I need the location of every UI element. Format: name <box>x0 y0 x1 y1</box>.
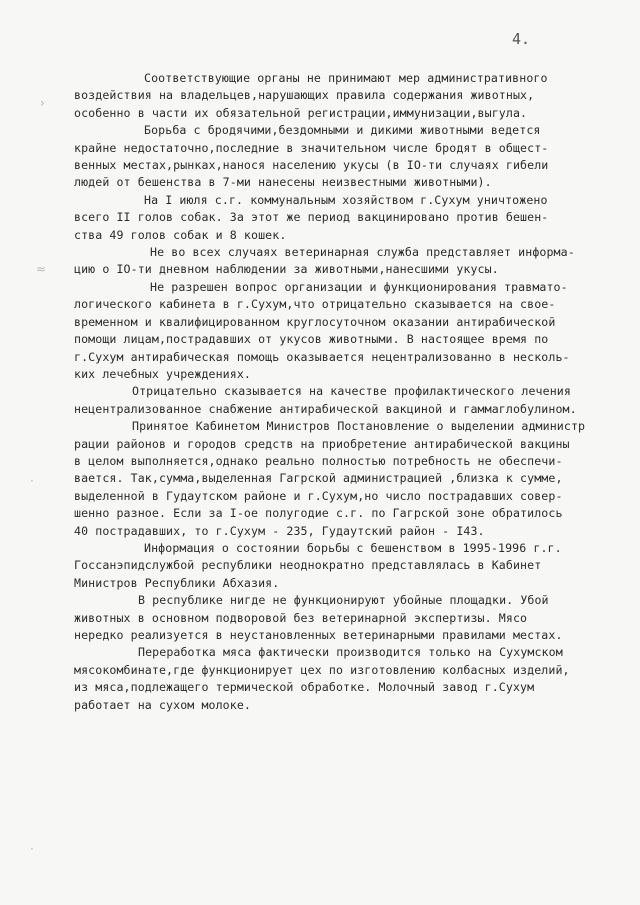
text-line: Борьба с бродячими,бездомными и дикими животными ведется <box>144 123 541 138</box>
paragraph <box>74 418 630 540</box>
text-line: 40 пострадавших, то г.Сухум - 235, Гудаутский район - I43. <box>74 523 485 538</box>
text-line: Не во всех случаях ветеринарная служба представляет информа- <box>150 245 575 260</box>
text-line: Переработка мяса фактически производится только на Сухумском <box>138 645 563 660</box>
text-line: выделенной в Гудаутском районе и г.Сухум,но число пострадавших совер- <box>74 488 563 503</box>
text-line: венных местах,рынках,нанося населению укусы (в IO-ти случаях гибели <box>74 158 549 173</box>
margin-mark: ≈ <box>36 262 47 276</box>
text-line: Отрицательно сказывается на качестве профилактического лечения <box>132 384 571 399</box>
text-line: крайне недостаточно,последние в значительном числе бродят в общест- <box>74 140 549 155</box>
text-line: временном и квалифицированном круглосуточном оказании антирабической <box>74 314 556 329</box>
margin-mark: › <box>40 96 45 110</box>
paragraph <box>74 383 630 418</box>
paragraph <box>74 540 630 592</box>
text-line: Министров Республики Абхазия. <box>74 575 280 590</box>
text-line: На I июля с.г. коммунальным хозяйством г.Сухум уничтожено <box>144 192 548 207</box>
paragraph <box>74 592 630 644</box>
text-line: шенно разное. Если за I-ое полугодие с.г. по Гагрской зоне обратилось <box>74 506 563 521</box>
margin-mark: · <box>30 842 34 856</box>
text-line: Принятое Кабинетом Министров Постановление о выделении администр <box>132 419 586 434</box>
text-line: логического кабинета в г.Сухум,что отрицательно сказывается на свое- <box>74 297 556 312</box>
text-line: Информация о состоянии борьбы с бешенством в 1995-1996 г.г. <box>144 540 562 555</box>
text-line: из мяса,подлежащего термической обработке. Молочный завод г.Сухум <box>74 680 535 695</box>
text-line: ства 49 голов собак и 8 кошек. <box>74 227 287 242</box>
text-line: вается. Так,сумма,выделенная Гагрской администрацией ,близка к сумме, <box>74 471 563 486</box>
text-line: помощи лицам,пострадавших от укусов животными. В настоящее время по <box>74 332 549 347</box>
text-line: Госсанэпидслужбой республики неоднократно представлялась в Кабинет <box>74 558 542 573</box>
text-line: цию о IO-ти дневном наблюдении за животными,нанесшими укусы. <box>74 262 499 277</box>
paragraph <box>74 70 630 122</box>
text-line: воздействия на владельцев,нарушающих правила содержания животных, <box>74 88 535 103</box>
document-body <box>74 70 630 714</box>
text-line: нередко реализуется в неустановленных ветеринарными правилами местах. <box>74 628 563 642</box>
text-line: Не разрешен вопрос организации и функционирования травмато- <box>150 279 568 294</box>
text-line: В республике нигде не функционируют убойные площадки. Убой <box>138 593 549 608</box>
text-line: Соответствующие органы не принимают мер административного <box>144 71 548 85</box>
text-line: всего II голов собак. За этот же период вакцинировано против бешен- <box>74 210 549 225</box>
paragraph <box>74 279 630 383</box>
text-line: работает на сухом молоке. <box>74 697 252 712</box>
text-line: людей от бешенства в 7-ми нанесены неизвестными животными). <box>74 175 492 190</box>
page-number: 4. <box>512 30 531 48</box>
text-line: в целом выполняется,однако реально полностью потребность не обеспечи- <box>74 453 563 468</box>
paragraph <box>74 244 630 279</box>
text-line: животных в основном подворовой без ветеринарной экспертизы. Мясо <box>74 610 528 625</box>
paragraph <box>74 192 630 244</box>
paragraph <box>74 644 630 714</box>
text-line: ких лечебных учреждениях. <box>74 366 252 381</box>
text-line: особенно в части их обязательной регистрации,иммунизации,выгула. <box>74 105 528 120</box>
text-line: мясокомбинате,где функционирует цех по изготовлению колбасных изделий, <box>74 662 570 677</box>
text-line: рации районов и городов средств на приобретение антирабической вакцины <box>74 436 570 451</box>
paragraph <box>74 122 630 192</box>
text-line: нецентрализованное снабжение антирабической вакциной и гаммаглобулином. <box>74 401 577 416</box>
text-line: г.Сухум антирабическая помощь оказывается нецентрализованно в несколь- <box>74 349 570 364</box>
margin-mark: · <box>30 474 34 488</box>
